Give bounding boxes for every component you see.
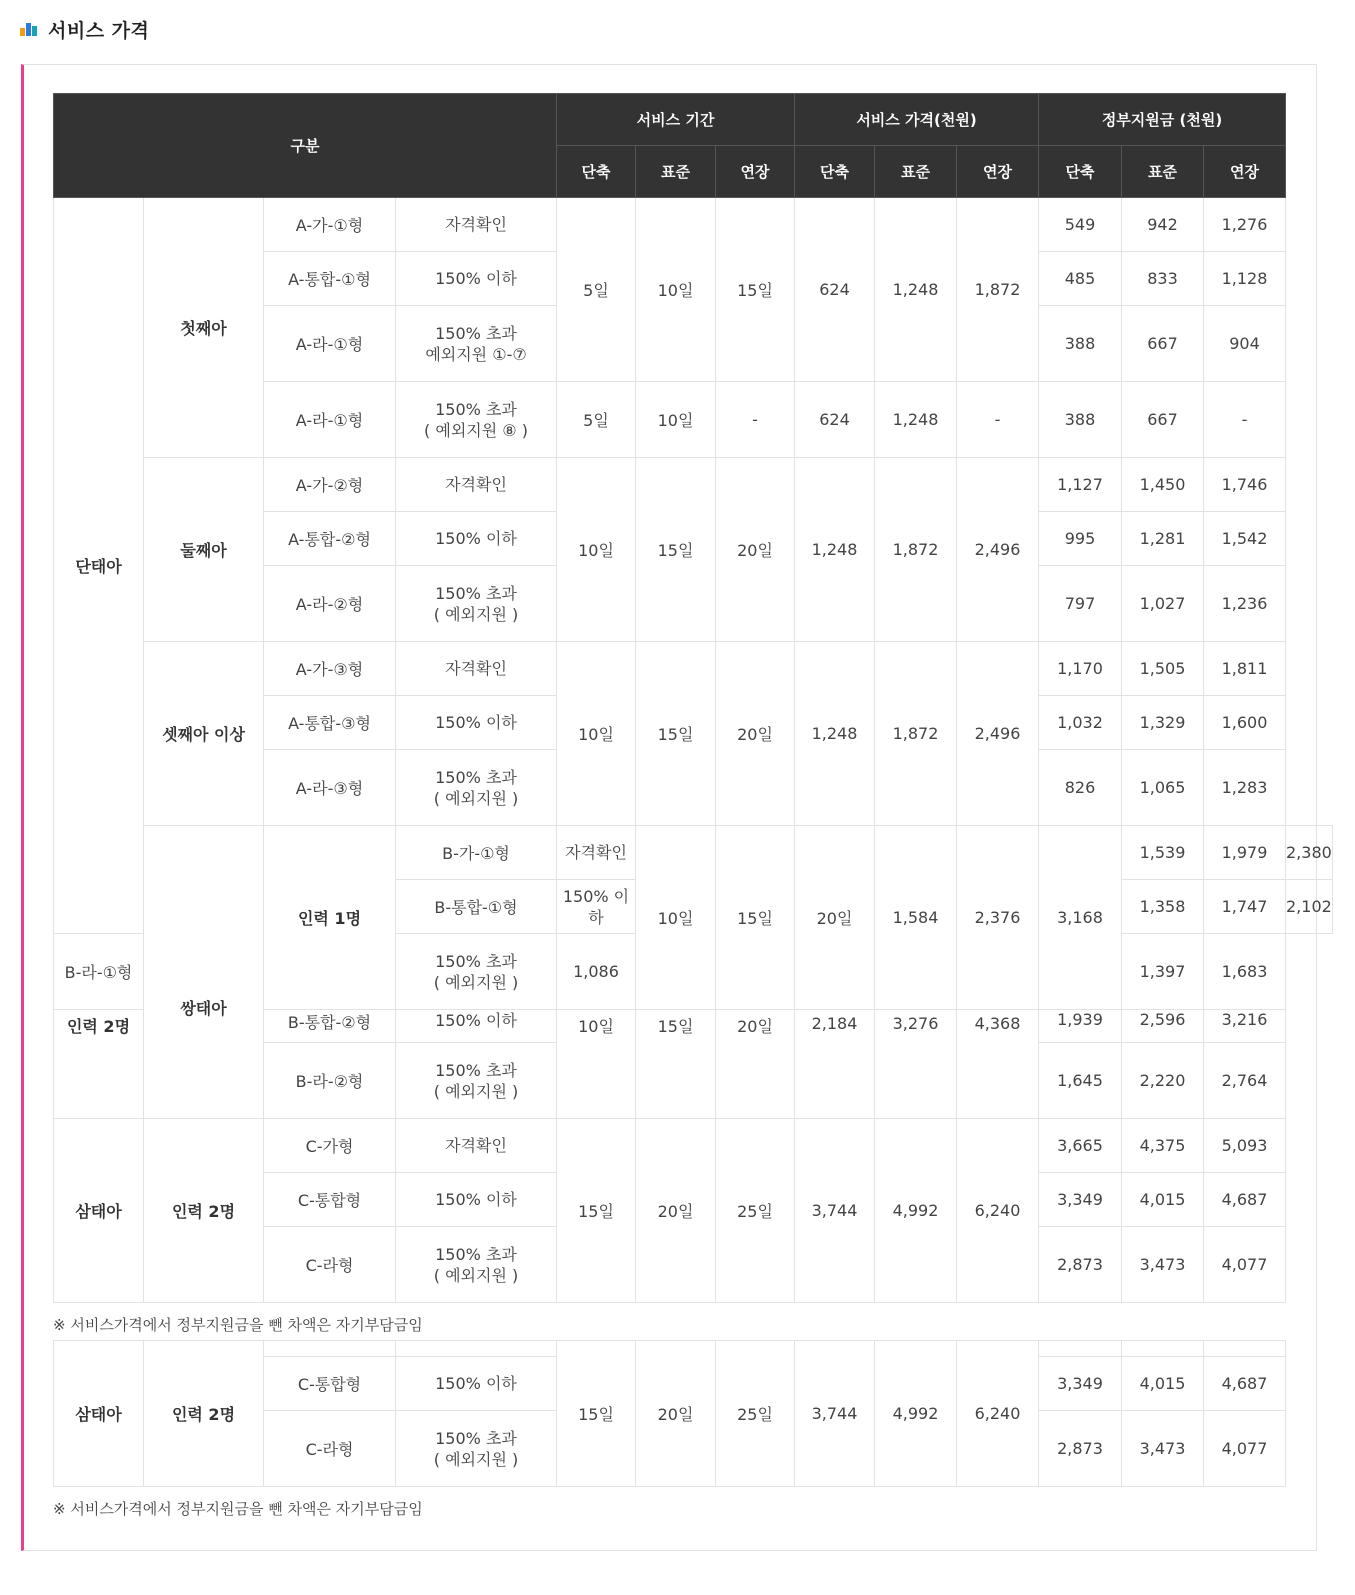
page-title: 서비스 가격 [48, 19, 150, 42]
subsidy-cell: 1,939 [1039, 1010, 1122, 1043]
subsidy-cell: 1,747 [1204, 880, 1286, 934]
condition-cell: 150% 초과 ( 예외지원 ) [396, 934, 557, 1010]
subsidy-cell: 2,873 [1039, 1411, 1122, 1487]
type-cell: B-통합-②형 [264, 1010, 396, 1043]
subsidy-cell: 2,596 [1122, 1010, 1204, 1043]
subsidy-cell: 2,102 [1286, 880, 1333, 934]
period-cell: 5일 [557, 198, 636, 382]
footnote: ※ 서비스가격에서 정부지원금을 뺀 차액은 자기부담금임 [53, 1316, 423, 1334]
header-subsidy: 정부지원금 (천원) [1039, 94, 1286, 146]
table-row [54, 458, 1333, 512]
period-cell: 15일 [636, 1010, 716, 1119]
subgroup-label: 셋째아 이상 [144, 642, 264, 826]
period-cell: 20일 [716, 458, 795, 642]
price-cell: 2,496 [957, 642, 1039, 826]
group-label: 쌍태아 [144, 826, 264, 1119]
period-cell: 10일 [636, 382, 716, 458]
price-cell: 4,992 [875, 1119, 957, 1303]
price-cell: 4,368 [957, 1010, 1039, 1119]
header-short: 단축 [1039, 146, 1122, 198]
clipped-cell [264, 1341, 396, 1357]
subgroup-label: 둘째아 [144, 458, 264, 642]
type-cell: C-라형 [264, 1411, 396, 1487]
condition-cell: 150% 이하 [396, 1357, 557, 1411]
price-cell: 1,248 [795, 458, 875, 642]
subsidy-cell: 3,349 [1039, 1357, 1122, 1411]
subsidy-cell: 485 [1039, 252, 1122, 306]
type-cell: A-라-③형 [264, 750, 396, 826]
subsidy-cell: 1,128 [1204, 252, 1286, 306]
period-cell: 10일 [557, 1010, 636, 1119]
clipped-cell [1122, 1341, 1204, 1357]
subsidy-cell: 1,979 [1204, 826, 1286, 880]
condition-cell: 150% 이하 [396, 696, 557, 750]
condition-cell: 150% 이하 [396, 252, 557, 306]
subsidy-cell: - [1204, 382, 1286, 458]
header-standard: 표준 [875, 146, 957, 198]
subsidy-cell: 1,539 [1122, 826, 1204, 880]
subsidy-cell: 1,086 [557, 934, 636, 1010]
period-cell: 15일 [557, 1341, 636, 1487]
subsidy-cell: 5,093 [1204, 1119, 1286, 1173]
price-cell: 1,248 [875, 382, 957, 458]
group-label: 단태아 [54, 198, 144, 934]
subsidy-cell: 1,811 [1204, 642, 1286, 696]
subgroup-label: 인력 2명 [144, 1341, 264, 1487]
subsidy-cell: 2,873 [1039, 1227, 1122, 1303]
period-cell: - [716, 382, 795, 458]
price-cell: 3,744 [795, 1119, 875, 1303]
condition-cell: 자격확인 [557, 826, 636, 880]
condition-cell: 150% 초과 예외지원 ①-⑦ [396, 306, 557, 382]
period-cell: 25일 [716, 1341, 795, 1487]
price-cell: - [957, 382, 1039, 458]
subgroup-label: 인력 1명 [264, 826, 396, 1010]
subsidy-cell: 3,473 [1122, 1227, 1204, 1303]
header-extended: 연장 [716, 146, 795, 198]
table-row [54, 826, 1333, 880]
header-extended: 연장 [1204, 146, 1286, 198]
price-cell: 6,240 [957, 1341, 1039, 1487]
subsidy-cell: 1,065 [1122, 750, 1204, 826]
group-label: 삼태아 [54, 1341, 144, 1487]
subsidy-cell: 2,220 [1122, 1043, 1204, 1119]
period-cell: 10일 [636, 198, 716, 382]
price-cell: 3,744 [795, 1341, 875, 1487]
price-cell: 3,276 [875, 1010, 957, 1119]
price-cell: 3,168 [1039, 826, 1122, 1010]
period-cell: 5일 [557, 382, 636, 458]
period-cell: 10일 [636, 826, 716, 1010]
subsidy-cell: 1,358 [1122, 880, 1204, 934]
condition-cell: 150% 이하 [396, 1173, 557, 1227]
subsidy-cell: 3,349 [1039, 1173, 1122, 1227]
header-short: 단축 [557, 146, 636, 198]
header-period: 서비스 기간 [557, 94, 795, 146]
clipped-cell [1039, 1341, 1122, 1357]
period-cell: 15일 [636, 458, 716, 642]
condition-cell: 150% 이하 [396, 1010, 557, 1043]
subsidy-cell: 1,542 [1204, 512, 1286, 566]
period-cell: 15일 [557, 1119, 636, 1303]
period-cell: 15일 [716, 826, 795, 1010]
type-cell: B-라-②형 [264, 1043, 396, 1119]
period-cell: 10일 [557, 642, 636, 826]
subsidy-cell: 4,687 [1204, 1357, 1286, 1411]
price-table [53, 93, 1333, 1303]
period-cell: 15일 [716, 198, 795, 382]
subsidy-cell: 4,687 [1204, 1173, 1286, 1227]
price-cell: 1,872 [875, 642, 957, 826]
price-cell: 1,248 [875, 198, 957, 382]
price-cell: 2,496 [957, 458, 1039, 642]
subsidy-cell: 1,450 [1122, 458, 1204, 512]
condition-cell: 150% 초과 ( 예외지원 ) [396, 1227, 557, 1303]
condition-cell: 자격확인 [396, 642, 557, 696]
type-cell: A-라-②형 [264, 566, 396, 642]
subgroup-label: 인력 2명 [54, 1010, 144, 1119]
subsidy-cell: 1,281 [1122, 512, 1204, 566]
condition-cell: 150% 초과 ( 예외지원 ) [396, 1411, 557, 1487]
period-cell: 20일 [636, 1341, 716, 1487]
price-cell: 624 [795, 382, 875, 458]
subsidy-cell: 833 [1122, 252, 1204, 306]
subsidy-cell: 1,127 [1039, 458, 1122, 512]
subsidy-cell: 388 [1039, 382, 1122, 458]
type-cell: A-통합-③형 [264, 696, 396, 750]
subsidy-cell: 1,746 [1204, 458, 1286, 512]
subsidy-cell: 1,397 [1122, 934, 1204, 1010]
period-cell: 10일 [557, 458, 636, 642]
type-cell: A-가-①형 [264, 198, 396, 252]
header-category: 구분 [54, 94, 557, 198]
header-price: 서비스 가격(천원) [795, 94, 1039, 146]
period-cell: 25일 [716, 1119, 795, 1303]
condition-cell: 자격확인 [396, 1119, 557, 1173]
subsidy-cell: 388 [1039, 306, 1122, 382]
header-standard: 표준 [636, 146, 716, 198]
table-row [54, 198, 1333, 252]
subsidy-cell: 1,600 [1204, 696, 1286, 750]
period-cell: 15일 [636, 642, 716, 826]
subsidy-cell: 1,683 [1204, 934, 1286, 1010]
subsidy-cell: 904 [1204, 306, 1286, 382]
condition-cell: 자격확인 [396, 198, 557, 252]
period-cell: 20일 [716, 1010, 795, 1119]
subsidy-cell: 4,015 [1122, 1173, 1204, 1227]
subsidy-cell: 2,380 [1286, 826, 1333, 880]
subsidy-cell: 1,032 [1039, 696, 1122, 750]
price-cell: 1,248 [795, 642, 875, 826]
price-cell: 2,376 [957, 826, 1039, 1010]
subsidy-cell: 667 [1122, 382, 1204, 458]
subsidy-cell: 1,283 [1204, 750, 1286, 826]
subsidy-cell: 1,276 [1204, 198, 1286, 252]
subsidy-cell: 1,645 [1039, 1043, 1122, 1119]
condition-cell: 150% 이하 [557, 880, 636, 934]
price-cell: 1,872 [957, 198, 1039, 382]
period-cell: 20일 [716, 642, 795, 826]
subsidy-cell: 942 [1122, 198, 1204, 252]
type-cell: A-가-②형 [264, 458, 396, 512]
type-cell: C-통합형 [264, 1173, 396, 1227]
type-cell: A-가-③형 [264, 642, 396, 696]
clipped-cell [396, 1341, 557, 1357]
price-cell: 624 [795, 198, 875, 382]
type-cell: C-통합형 [264, 1357, 396, 1411]
price-cell: 1,584 [875, 826, 957, 1010]
subsidy-cell: 3,216 [1204, 1010, 1286, 1043]
price-cell: 4,992 [875, 1341, 957, 1487]
type-cell: C-가형 [264, 1119, 396, 1173]
period-cell: 20일 [795, 826, 875, 1010]
subsidy-cell: 3,473 [1122, 1411, 1204, 1487]
condition-cell: 150% 초과 ( 예외지원 ⑧ ) [396, 382, 557, 458]
subsidy-cell: 4,375 [1122, 1119, 1204, 1173]
header-extended: 연장 [957, 146, 1039, 198]
subsidy-cell: 826 [1039, 750, 1122, 826]
type-cell: B-통합-①형 [396, 880, 557, 934]
period-cell: 20일 [636, 1119, 716, 1303]
type-cell: A-라-①형 [264, 306, 396, 382]
table-row [54, 1341, 1286, 1357]
section-title [20, 14, 149, 44]
condition-cell: 150% 초과 ( 예외지원 ) [396, 1043, 557, 1119]
price-cell: 6,240 [957, 1119, 1039, 1303]
bar-chart-icon [20, 20, 40, 38]
type-cell: A-라-①형 [264, 382, 396, 458]
subgroup-label: 첫째아 [144, 198, 264, 458]
type-cell: A-통합-②형 [264, 512, 396, 566]
header-short: 단축 [795, 146, 875, 198]
type-cell: A-통합-①형 [264, 252, 396, 306]
subsidy-cell: 549 [1039, 198, 1122, 252]
price-table-repeat [53, 1340, 1286, 1487]
subsidy-cell: 667 [1122, 306, 1204, 382]
condition-cell: 150% 이하 [396, 512, 557, 566]
subsidy-cell: 2,764 [1204, 1043, 1286, 1119]
type-cell: B-라-①형 [54, 934, 144, 1010]
subsidy-cell: 1,170 [1039, 642, 1122, 696]
price-cell: 1,872 [875, 458, 957, 642]
subsidy-cell: 995 [1039, 512, 1122, 566]
subsidy-cell: 4,015 [1122, 1357, 1204, 1411]
group-label: 삼태아 [54, 1119, 144, 1303]
table-row [54, 642, 1333, 696]
condition-cell: 150% 초과 ( 예외지원 ) [396, 750, 557, 826]
condition-cell: 150% 초과 ( 예외지원 ) [396, 566, 557, 642]
subsidy-cell: 3,665 [1039, 1119, 1122, 1173]
condition-cell: 자격확인 [396, 458, 557, 512]
subsidy-cell: 1,027 [1122, 566, 1204, 642]
subgroup-label: 인력 2명 [144, 1119, 264, 1303]
table-row [54, 1119, 1333, 1173]
type-cell: C-라형 [264, 1227, 396, 1303]
clipped-cell [1204, 1341, 1286, 1357]
subsidy-cell: 4,077 [1204, 1411, 1286, 1487]
type-cell: B-가-①형 [396, 826, 557, 880]
price-cell: 2,184 [795, 1010, 875, 1119]
subsidy-cell: 4,077 [1204, 1227, 1286, 1303]
subsidy-cell: 797 [1039, 566, 1122, 642]
header-standard: 표준 [1122, 146, 1204, 198]
subsidy-cell: 1,505 [1122, 642, 1204, 696]
subsidy-cell: 1,236 [1204, 566, 1286, 642]
footnote: ※ 서비스가격에서 정부지원금을 뺀 차액은 자기부담금임 [53, 1500, 423, 1518]
subsidy-cell: 1,329 [1122, 696, 1204, 750]
